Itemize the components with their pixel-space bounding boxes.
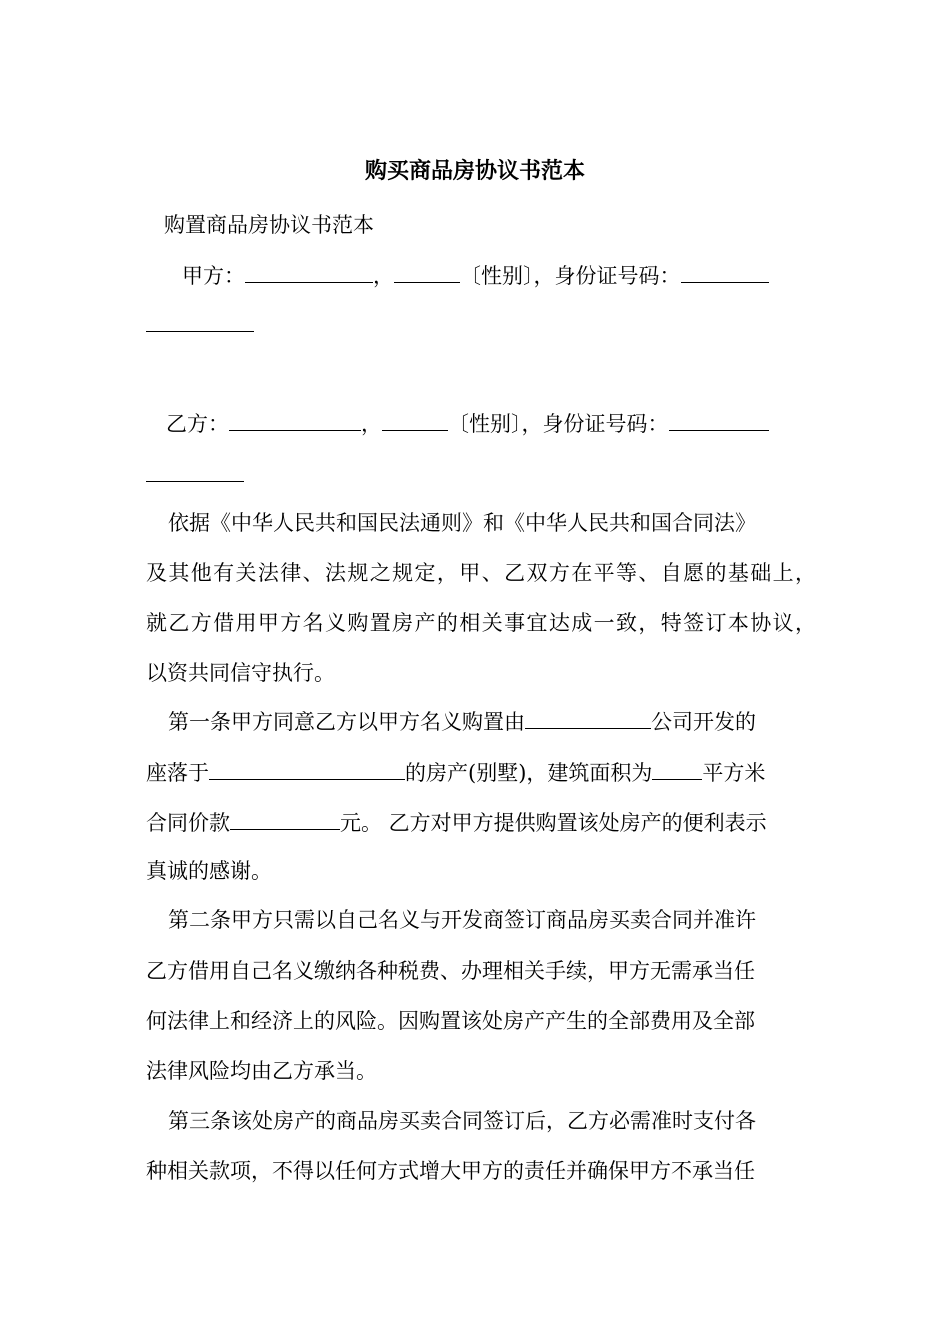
party-b-separator: ， — [361, 412, 382, 436]
article-3-line-2: 种相关款项，不得以任何方式增大甲方的责任并确保甲方不承当任 — [146, 1159, 755, 1183]
article-1-text-f: 合同价款 — [146, 811, 230, 835]
price-blank[interactable] — [230, 807, 340, 830]
party-a-name-blank[interactable] — [245, 260, 373, 283]
location-blank[interactable] — [209, 757, 405, 780]
party-a-separator: ， — [373, 264, 394, 288]
party-b-label: 乙方： — [166, 412, 229, 436]
article-2-line-2: 乙方借用自己名义缴纳各种税费、办理相关手续，甲方无需承当任 — [146, 959, 755, 983]
party-a-label: 甲方： — [182, 264, 245, 288]
document-subtitle: 购置商品房协议书范本 — [164, 213, 374, 237]
party-b-id-blank[interactable] — [669, 408, 769, 431]
preamble-line-3: 就乙方借用甲方名义购置房产的相关事宜达成一致，特签订本协议， — [146, 611, 816, 635]
party-a-id-blank-continued[interactable] — [146, 331, 254, 332]
article-2-line-1: 第二条甲方只需以自己名义与开发商签订商品房买卖合同并准许 — [168, 908, 756, 932]
party-a-id-blank[interactable] — [681, 260, 769, 283]
preamble-line-4: 以资共同信守执行。 — [146, 661, 335, 685]
article-1-line-3 — [146, 807, 816, 838]
article-1-text-g: 元。 乙方对甲方提供购置该处房产的便利表示 — [340, 811, 767, 835]
document-title: 购买商品房协议书范本 — [364, 158, 585, 184]
developer-blank[interactable] — [525, 706, 651, 729]
preamble-line-2: 及其他有关法律、法规之规定，甲、乙双方在平等、自愿的基础上， — [146, 561, 816, 585]
article-1-text-d: 的房产(别墅)，建筑面积为 — [405, 761, 653, 785]
article-1-line-1 — [168, 706, 808, 737]
article-1-text-e: 平方米 — [702, 761, 766, 785]
article-1-line-4: 真诚的感谢。 — [146, 859, 272, 883]
party-b-gender-id-label: 〔性别〕，身份证号码： — [448, 412, 669, 436]
article-1-text-c: 座落于 — [146, 761, 209, 785]
article-3-line-1: 第三条该处房产的商品房买卖合同签订后，乙方必需准时支付各 — [168, 1109, 756, 1133]
party-b-name-blank[interactable] — [229, 408, 361, 431]
article-2-line-4: 法律风险均由乙方承当。 — [146, 1059, 377, 1083]
party-b-line — [166, 408, 816, 439]
article-1-text-b: 公司开发的 — [651, 710, 756, 734]
article-1-text-a: 第一条甲方同意乙方以甲方名义购置由 — [168, 710, 525, 734]
party-a-gender-id-label: 〔性别〕，身份证号码： — [460, 264, 681, 288]
article-2-line-3: 何法律上和经济上的风险。因购置该处房产产生的全部费用及全部 — [146, 1009, 755, 1033]
party-b-gender-blank[interactable] — [382, 408, 448, 431]
preamble-line-1: 依据《中华人民共和国民法通则》和《中华人民共和国合同法》 — [168, 511, 756, 535]
party-a-line — [182, 260, 812, 291]
party-b-id-blank-continued[interactable] — [146, 481, 244, 482]
party-a-gender-blank[interactable] — [394, 260, 460, 283]
article-1-line-2 — [146, 757, 816, 788]
area-blank[interactable] — [652, 757, 702, 780]
